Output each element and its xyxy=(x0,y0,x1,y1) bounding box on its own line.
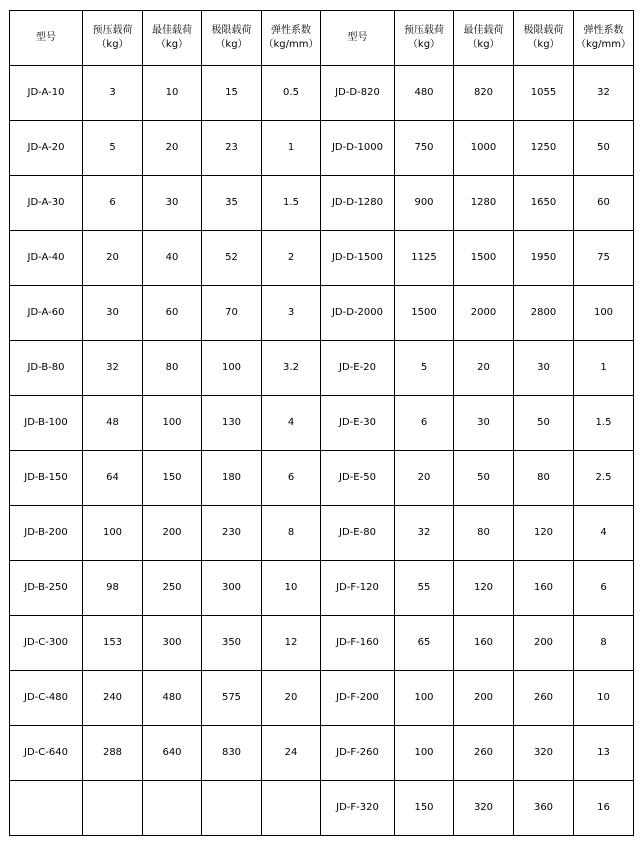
value-cell: 20 xyxy=(454,341,514,396)
value-cell: 360 xyxy=(514,781,574,836)
value-cell: 6 xyxy=(83,176,143,231)
table-row xyxy=(10,781,634,836)
model-cell: JD-A-40 xyxy=(10,231,83,286)
value-cell: 2.5 xyxy=(574,451,634,506)
value-cell: 4 xyxy=(574,506,634,561)
value-cell: 65 xyxy=(395,616,454,671)
table-row xyxy=(10,396,634,451)
value-cell: 3 xyxy=(83,66,143,121)
model-cell: JD-A-20 xyxy=(10,121,83,176)
value-cell: 80 xyxy=(514,451,574,506)
column-header xyxy=(395,11,454,66)
value-cell: 1650 xyxy=(514,176,574,231)
value-cell xyxy=(83,781,143,836)
value-cell: 820 xyxy=(454,66,514,121)
column-header-title: 极限载荷 xyxy=(211,25,252,36)
value-cell: 60 xyxy=(143,286,202,341)
value-cell: 48 xyxy=(83,396,143,451)
value-cell: 575 xyxy=(202,671,262,726)
value-cell: 24 xyxy=(262,726,321,781)
table-row xyxy=(10,231,634,286)
column-header-unit: （kg） xyxy=(215,39,248,50)
column-header-title: 最佳载荷 xyxy=(152,25,192,36)
value-cell: 8 xyxy=(262,506,321,561)
value-cell: 55 xyxy=(395,561,454,616)
value-cell: 40 xyxy=(143,231,202,286)
value-cell: 10 xyxy=(574,671,634,726)
model-cell: JD-D-1000 xyxy=(321,121,395,176)
value-cell: 180 xyxy=(202,451,262,506)
value-cell: 153 xyxy=(83,616,143,671)
value-cell: 6 xyxy=(574,561,634,616)
table-row xyxy=(10,66,634,121)
table-row xyxy=(10,616,634,671)
model-cell: JD-E-80 xyxy=(321,506,395,561)
column-header-title: 极限载荷 xyxy=(523,25,564,36)
value-cell: 32 xyxy=(83,341,143,396)
value-cell: 2000 xyxy=(454,286,514,341)
table-body xyxy=(10,66,634,836)
column-header-unit: （kg） xyxy=(155,39,189,50)
value-cell: 2800 xyxy=(514,286,574,341)
value-cell: 160 xyxy=(454,616,514,671)
value-cell xyxy=(143,781,202,836)
model-cell: JD-F-320 xyxy=(321,781,395,836)
value-cell xyxy=(262,781,321,836)
value-cell: 2 xyxy=(262,231,321,286)
value-cell: 50 xyxy=(454,451,514,506)
value-cell: 6 xyxy=(262,451,321,506)
value-cell: 900 xyxy=(395,176,454,231)
value-cell: 30 xyxy=(514,341,574,396)
value-cell: 12 xyxy=(262,616,321,671)
table-row xyxy=(10,176,634,231)
value-cell: 1.5 xyxy=(262,176,321,231)
model-cell: JD-A-60 xyxy=(10,286,83,341)
model-cell: JD-A-10 xyxy=(10,66,83,121)
column-header-unit: （kg） xyxy=(527,39,560,50)
value-cell: 480 xyxy=(395,66,454,121)
value-cell: 35 xyxy=(202,176,262,231)
value-cell: 150 xyxy=(143,451,202,506)
value-cell: 10 xyxy=(143,66,202,121)
table-row xyxy=(10,726,634,781)
model-cell: JD-E-20 xyxy=(321,341,395,396)
value-cell: 1055 xyxy=(514,66,574,121)
value-cell: 20 xyxy=(143,121,202,176)
column-header-title: 预压载荷 xyxy=(404,25,444,36)
value-cell: 1250 xyxy=(514,121,574,176)
value-cell: 480 xyxy=(143,671,202,726)
value-cell: 80 xyxy=(454,506,514,561)
value-cell: 1500 xyxy=(395,286,454,341)
column-header-unit: （kg/mm） xyxy=(263,39,319,50)
value-cell: 3 xyxy=(262,286,321,341)
model-cell: JD-D-1280 xyxy=(321,176,395,231)
model-cell: JD-D-820 xyxy=(321,66,395,121)
value-cell: 300 xyxy=(202,561,262,616)
value-cell: 32 xyxy=(395,506,454,561)
table-row xyxy=(10,286,634,341)
value-cell: 1125 xyxy=(395,231,454,286)
value-cell: 5 xyxy=(395,341,454,396)
model-cell: JD-C-640 xyxy=(10,726,83,781)
column-header-title: 弹性系数 xyxy=(271,25,311,36)
table-row xyxy=(10,341,634,396)
value-cell: 64 xyxy=(83,451,143,506)
value-cell: 32 xyxy=(574,66,634,121)
value-cell: 200 xyxy=(454,671,514,726)
spec-table-container xyxy=(9,10,634,836)
value-cell: 80 xyxy=(143,341,202,396)
value-cell: 20 xyxy=(262,671,321,726)
value-cell: 100 xyxy=(574,286,634,341)
value-cell: 260 xyxy=(514,671,574,726)
value-cell: 1000 xyxy=(454,121,514,176)
column-header xyxy=(10,11,83,66)
model-cell: JD-C-480 xyxy=(10,671,83,726)
model-cell: JD-D-1500 xyxy=(321,231,395,286)
value-cell: 6 xyxy=(395,396,454,451)
column-header xyxy=(574,11,634,66)
value-cell xyxy=(202,781,262,836)
value-cell: 100 xyxy=(83,506,143,561)
value-cell: 30 xyxy=(83,286,143,341)
value-cell: 250 xyxy=(143,561,202,616)
value-cell: 0.5 xyxy=(262,66,321,121)
value-cell: 120 xyxy=(454,561,514,616)
table-row xyxy=(10,121,634,176)
table-header-row xyxy=(10,11,634,66)
model-cell: JD-E-30 xyxy=(321,396,395,451)
value-cell: 1950 xyxy=(514,231,574,286)
value-cell: 1280 xyxy=(454,176,514,231)
model-cell xyxy=(10,781,83,836)
column-header xyxy=(454,11,514,66)
value-cell: 4 xyxy=(262,396,321,451)
value-cell: 50 xyxy=(514,396,574,451)
column-header-unit: （kg/mm） xyxy=(576,39,631,50)
value-cell: 260 xyxy=(454,726,514,781)
column-header-unit: （kg） xyxy=(407,39,441,50)
column-header xyxy=(143,11,202,66)
value-cell: 100 xyxy=(395,671,454,726)
value-cell: 320 xyxy=(514,726,574,781)
value-cell: 230 xyxy=(202,506,262,561)
value-cell: 52 xyxy=(202,231,262,286)
value-cell: 8 xyxy=(574,616,634,671)
value-cell: 288 xyxy=(83,726,143,781)
value-cell: 20 xyxy=(395,451,454,506)
value-cell: 98 xyxy=(83,561,143,616)
model-cell: JD-F-260 xyxy=(321,726,395,781)
model-cell: JD-B-250 xyxy=(10,561,83,616)
column-header xyxy=(262,11,321,66)
value-cell: 5 xyxy=(83,121,143,176)
model-cell: JD-A-30 xyxy=(10,176,83,231)
column-header-unit: （kg） xyxy=(96,39,129,50)
column-header-title: 型号 xyxy=(36,32,56,43)
value-cell: 240 xyxy=(83,671,143,726)
table-row xyxy=(10,561,634,616)
model-cell: JD-F-160 xyxy=(321,616,395,671)
column-header-unit: （kg） xyxy=(467,39,500,50)
value-cell: 15 xyxy=(202,66,262,121)
value-cell: 30 xyxy=(454,396,514,451)
value-cell: 30 xyxy=(143,176,202,231)
value-cell: 16 xyxy=(574,781,634,836)
table-row xyxy=(10,451,634,506)
value-cell: 100 xyxy=(202,341,262,396)
value-cell: 60 xyxy=(574,176,634,231)
column-header-title: 弹性系数 xyxy=(583,25,624,36)
table-row xyxy=(10,671,634,726)
value-cell: 750 xyxy=(395,121,454,176)
value-cell: 200 xyxy=(143,506,202,561)
value-cell: 150 xyxy=(395,781,454,836)
model-cell: JD-F-200 xyxy=(321,671,395,726)
value-cell: 300 xyxy=(143,616,202,671)
value-cell: 75 xyxy=(574,231,634,286)
value-cell: 130 xyxy=(202,396,262,451)
value-cell: 1500 xyxy=(454,231,514,286)
value-cell: 640 xyxy=(143,726,202,781)
model-cell: JD-C-300 xyxy=(10,616,83,671)
column-header-title: 预压载荷 xyxy=(92,25,133,36)
model-cell: JD-B-100 xyxy=(10,396,83,451)
value-cell: 1.5 xyxy=(574,396,634,451)
value-cell: 100 xyxy=(143,396,202,451)
value-cell: 13 xyxy=(574,726,634,781)
column-header xyxy=(514,11,574,66)
value-cell: 350 xyxy=(202,616,262,671)
value-cell: 160 xyxy=(514,561,574,616)
column-header-title: 型号 xyxy=(347,32,368,43)
value-cell: 50 xyxy=(574,121,634,176)
model-cell: JD-B-80 xyxy=(10,341,83,396)
value-cell: 830 xyxy=(202,726,262,781)
value-cell: 20 xyxy=(83,231,143,286)
value-cell: 10 xyxy=(262,561,321,616)
value-cell: 320 xyxy=(454,781,514,836)
model-cell: JD-E-50 xyxy=(321,451,395,506)
model-cell: JD-D-2000 xyxy=(321,286,395,341)
value-cell: 1 xyxy=(262,121,321,176)
model-cell: JD-B-200 xyxy=(10,506,83,561)
column-header xyxy=(321,11,395,66)
value-cell: 23 xyxy=(202,121,262,176)
model-cell: JD-B-150 xyxy=(10,451,83,506)
value-cell: 120 xyxy=(514,506,574,561)
value-cell: 70 xyxy=(202,286,262,341)
table-row xyxy=(10,506,634,561)
model-cell: JD-F-120 xyxy=(321,561,395,616)
value-cell: 1 xyxy=(574,341,634,396)
column-header xyxy=(202,11,262,66)
value-cell: 100 xyxy=(395,726,454,781)
value-cell: 200 xyxy=(514,616,574,671)
column-header xyxy=(83,11,143,66)
value-cell: 3.2 xyxy=(262,341,321,396)
column-header-title: 最佳载荷 xyxy=(463,25,504,36)
spring-load-spec-table xyxy=(9,10,634,836)
